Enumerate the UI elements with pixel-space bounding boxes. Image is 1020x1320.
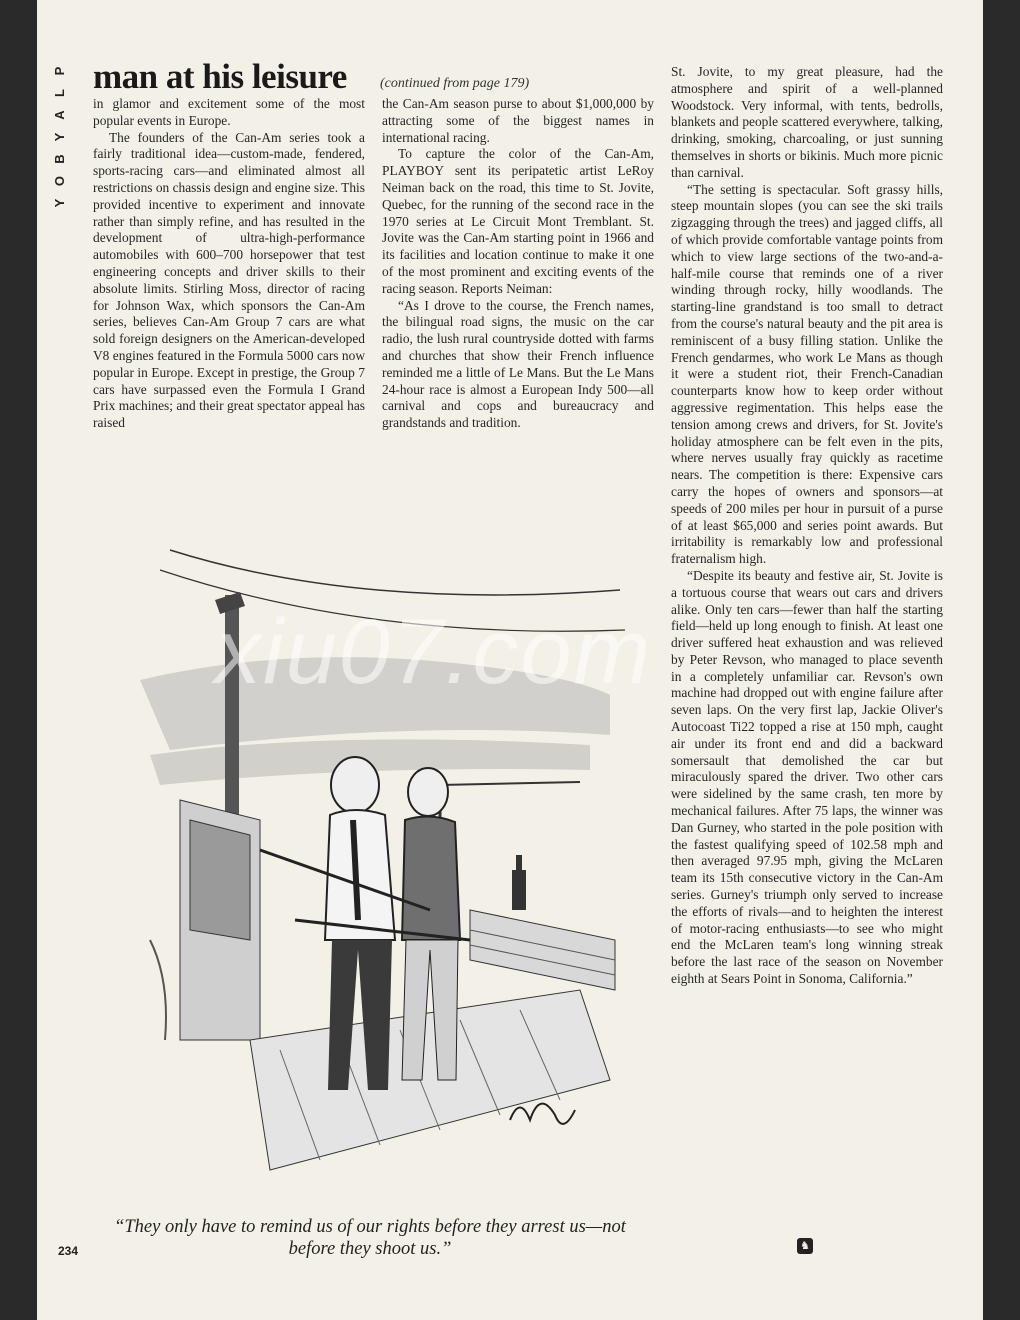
paragraph: “As I drove to the course, the French names, the bilingual road signs, the music on the car radio, the lush rural countryside dotted with farms and churches that show their French influence reminded me a little of Le Mans. But the Le Mans 24-hour race is almost a European Indy 500—all carnival and cops and bureaucracy and grandstands and tradition.	[382, 297, 654, 431]
paragraph: To capture the color of the Can-Am, PLAYBOY sent its peripatetic artist LeRoy Neiman back on the road, this time to St. Jovite, Quebec, for the running of the second race in the 1970 series at Le Circuit Mont Tremblant. St. Jovite was the Can-Am starting point in 1966 and its facilities and location continue to make it one of the most prominent and exciting events of the racing season. Reports Neiman:	[382, 146, 654, 296]
text-column-3	[671, 64, 943, 988]
magazine-letter: P	[52, 66, 67, 76]
magazine-letter: B	[52, 154, 67, 164]
paragraph: “The setting is spectacular. Soft grassy hills, steep mountain slopes (you can see the ski trails zigzagging through the trees) and jagged cliffs, all of which provide comfortable vantage points from which to view large sections of the two-and-a-half-mile course that reminds one of a river winding through rocky, hilly woodlands. The starting-line grandstand is too small to detract from the course's natural beauty and the pit area is reminiscent of a busy filling station. Unlike the French gendarmes, who work Le Mans as though it were a student riot, their French-Canadian counterparts know how to keep order without aggressive regimentation. This helps ease the tension among crews and drivers, for St. Jovite's holiday atmosphere can be felt even in the pits, where nerves usually fray quickly as racetime nears. The competition is there: Expensive cars carry the hopes of owners and sponsors—at speeds of 200 miles per hour in pursuit of a purse of at least $65,000 and series point awards. But irritability is remarkably low and professional fraternalism high.	[671, 181, 943, 567]
text-column-1	[93, 96, 365, 432]
magazine-name-vertical	[52, 60, 74, 214]
magazine-letter: O	[52, 175, 67, 187]
cartoon-caption: “They only have to remind us of our rights before they arrest us—not before they shoot us.”	[114, 1217, 626, 1259]
article-headline: man at his leisure	[93, 57, 347, 96]
watermark: xiu07.com	[215, 601, 653, 703]
paragraph: in glamor and excitement some of the most popular events in Europe.	[93, 96, 365, 128]
paragraph: the Can-Am season purse to about $1,000,000 by attracting some of the biggest names in international racing.	[382, 96, 654, 145]
page-number: 234	[58, 1244, 79, 1258]
magazine-letter: L	[52, 89, 67, 97]
magazine-letter: Y	[52, 198, 67, 208]
continued-note: (continued from page 179)	[380, 76, 530, 91]
magazine-letter: A	[52, 110, 67, 120]
text-column-2	[382, 96, 654, 432]
paragraph: “Despite its beauty and festive air, St. Jovite is a tortuous course that wears out cars and drivers alike. Only ten cars—fewer than half the starting field—held up long enough to finish. At least one driver suffered heat exhaustion and was relieved by Peter Revson, who managed to place seventh in a completely unfamiliar car. Revson's own machine had dropped out with engine failure after seven laps. On the very first lap, Jackie Oliver's Autocoast Ti22 topped a rise at 150 mph, caught air under its front end and did a backward somersault that demolished the car but miraculously spared the driver. Two other cars were sidelined by the same crash, ten more by mechanical failures. After 75 laps, the winner was Dan Gurney, who started in the pole position with the fastest qualifying speed of 102.58 mph and then averaged 97.95 mph, giving the McLaren team its 15th consecutive victory in the Can-Am series. Gurney's triumph only served to increase the efforts of rivals—and to heighten the interest of motor-racing enthusiasts—to see who might end the McLaren team's long winning streak before the last race of the season on November eighth at Sears Point in Sonoma, California.”	[671, 567, 943, 987]
paragraph: St. Jovite, to my great pleasure, had the atmosphere and spirit of a well-planned Woodstock. Very informal, with tents, bedrolls, blankets and people scattered everywhere, talking, drinking, smoking, charcoaling, or just sunning themselves in shorts or bikinis. Much more picnic than carnival.	[671, 64, 943, 180]
paragraph: The founders of the Can-Am series took a fairly traditional idea—custom-made, fendered, sports-racing cars—and eliminated almost all restrictions on chassis design and engine size. This provided incentive to experiment and innovate rather than simply refine, and has resulted in the development of ultra-high-performance automobiles with 600–700 horsepower that test engineering concepts and driver skills to their absolute limits. Stirling Moss, director of racing for Johnson Wax, which sponsors the Can-Am series, believes Can-Am Group 7 cars are what sold foreign designers on the American-developed V8 engines featured in the Formula 5000 cars now popular in Europe. Except in prestige, the Group 7 cars have surpassed even the Formula I Grand Prix machines; and their great spectator appeal has raised	[93, 129, 365, 431]
playboy-bunny-icon: ♞	[797, 1238, 813, 1254]
magazine-letter: Y	[52, 132, 67, 142]
magazine-page	[37, 0, 983, 1320]
